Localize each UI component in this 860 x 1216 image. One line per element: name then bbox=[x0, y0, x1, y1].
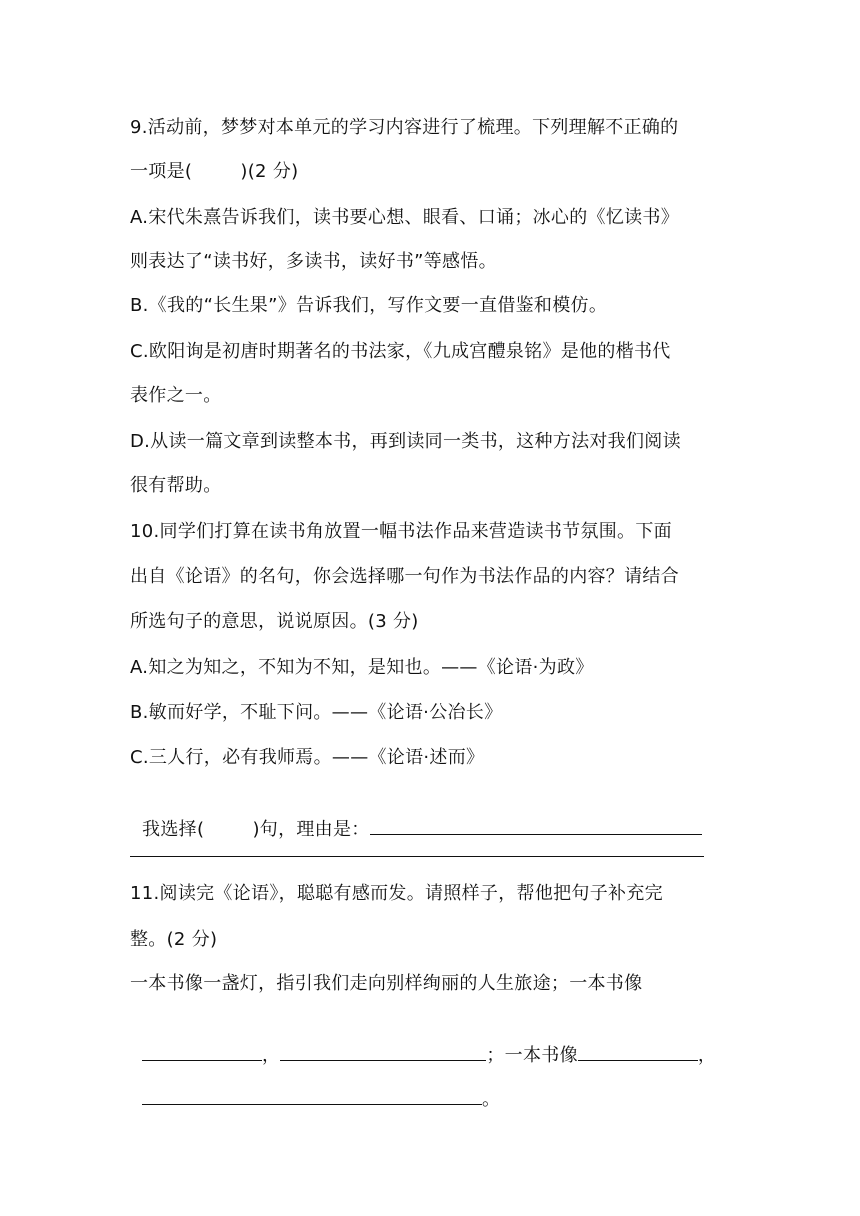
q10-reason-blank[interactable] bbox=[370, 816, 702, 835]
q9-option-a-line2: 则表达了“读书好，多读书，读好书”等感悟。 bbox=[130, 251, 497, 272]
q11-comma-1: ， bbox=[262, 1045, 281, 1066]
q9-option-a-line1: A.宋代朱熹告诉我们，读书要心想、眼看、口诵；冰心的《忆读书》 bbox=[130, 207, 680, 228]
q9-option-c-line2: 表作之一。 bbox=[130, 385, 222, 406]
q10-reason-blank-line2[interactable] bbox=[130, 836, 704, 857]
q10-option-a: A.知之为知之，不知为不知，是知也。——《论语·为政》 bbox=[130, 657, 594, 678]
q11-example: 一本书像一盏灯，指引我们走向别样绚丽的人生旅途；一本书像 bbox=[130, 973, 643, 994]
q9-stem-line2: 一项是( )(2 分) bbox=[130, 161, 299, 182]
q11-blank-4[interactable] bbox=[142, 1086, 482, 1105]
q11-comma-2: ， bbox=[697, 1045, 717, 1066]
q11-phrase: 一本书像 bbox=[504, 1045, 578, 1066]
q11-fill-line1 bbox=[130, 1018, 716, 1068]
q10-option-b: B.敏而好学，不耻下问。——《论语·公冶长》 bbox=[130, 702, 503, 723]
q11-period: 。 bbox=[482, 1089, 501, 1110]
q10-stem-line3: 所选句子的意思，说说原因。(3 分) bbox=[130, 611, 419, 632]
q10-answer-line bbox=[130, 792, 702, 842]
q9-stem-line1: 9.活动前，梦梦对本单元的学习内容进行了梳理。下列理解不正确的 bbox=[130, 117, 679, 138]
q9-option-d-line2: 很有帮助。 bbox=[130, 475, 222, 496]
q11-fill-line2 bbox=[130, 1062, 500, 1112]
q11-blank-3[interactable] bbox=[578, 1042, 698, 1061]
q11-stem-line1: 11.阅读完《论语》，聪聪有感而发。请照样子，帮他把句子补充完 bbox=[130, 883, 663, 904]
q10-stem-line1: 10.同学们打算在读书角放置一幅书法作品来营造读书节氛围。下面 bbox=[130, 521, 672, 542]
q9-option-b: B.《我的“长生果”》告诉我们，写作文要一直借鉴和模仿。 bbox=[130, 295, 608, 316]
q11-blank-1[interactable] bbox=[142, 1042, 262, 1061]
q11-semicolon: ； bbox=[486, 1045, 505, 1066]
q10-option-c: C.三人行，必有我师焉。——《论语·述而》 bbox=[130, 747, 485, 768]
q9-option-c-line1: C.欧阳询是初唐时期著名的书法家，《九成宫醴泉铭》是他的楷书代 bbox=[130, 341, 671, 362]
q9-option-d-line1: D.从读一篇文章到读整本书，再到读同一类书，这种方法对我们阅读 bbox=[130, 431, 681, 452]
q11-blank-2[interactable] bbox=[280, 1042, 486, 1061]
q11-stem-line2: 整。(2 分) bbox=[130, 929, 218, 950]
q10-answer-prefix: 我选择( )句，理由是： bbox=[142, 819, 370, 840]
q10-stem-line2: 出自《论语》的名句，你会选择哪一句作为书法作品的内容？请结合 bbox=[130, 566, 679, 587]
